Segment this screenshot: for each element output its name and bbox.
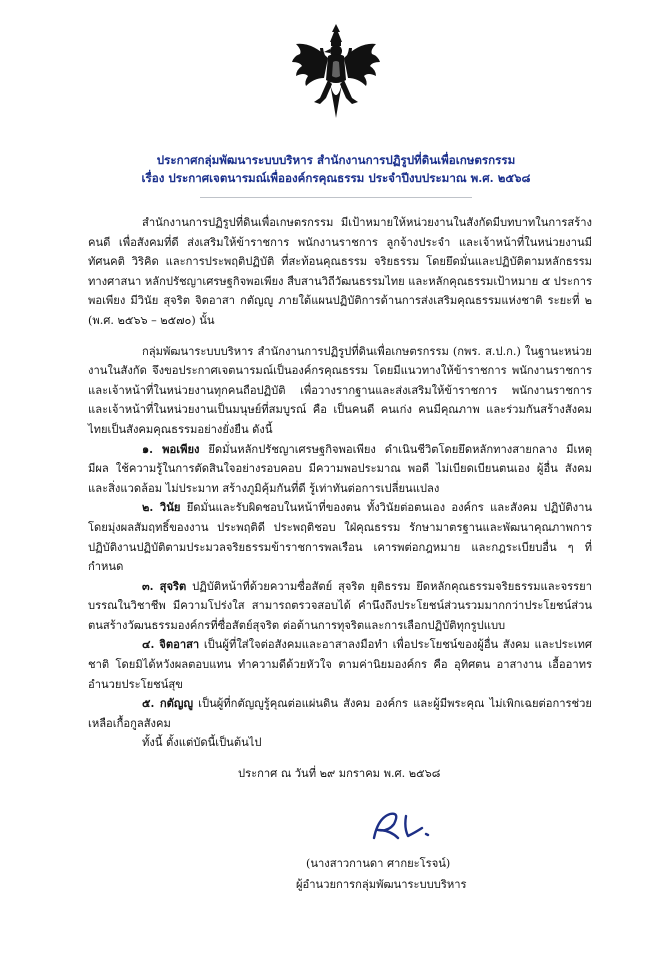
announce-date: ประกาศ ณ วันที่ ๒๙ มกราคม พ.ศ. ๒๕๖๘ xyxy=(238,767,441,781)
list-item xyxy=(88,635,592,694)
item-title: ๕. กตัญญู xyxy=(142,696,193,711)
item-text: ยึดมั่นหลักปรัชญาเศรษฐกิจพอเพียง ดำเนินชีวิตโดยยึดหลักทางสายกลาง มีเหตุ มีผล ใช้ความรู้ในการตัดสินใจอย่างรอบคอบ มีความพอประมาณ พอดี ไม่เบียดเบียนตนเอง ผู้อื่น สังคม และสิ่งแวดล้อม ไม่ประมาท สร้างภูมิคุ้มกันที่ดี รู้เท่าทันต่อการเปลี่ยนแปลง xyxy=(88,442,593,495)
item-text: เป็นผู้ที่กตัญญูรู้คุณต่อแผ่นดิน สังคม องค์กร และผู้มีพระคุณ ไม่เพิกเฉยต่อการช่วยเหลือเกื้อกูลสังคม xyxy=(88,697,592,730)
item-title: ๓. สุจริต xyxy=(142,578,187,593)
item-text: เป็นผู้ที่ใส่ใจต่อสังคมและอาสาลงมือทำ เพื่อประโยชน์ของผู้อื่น สังคม และประเทศชาติ โดยมิได้หวังผลตอบแทน ทำความดีด้วยหัวใจ ตามค่านิยมองค์กร คือ อุทิศตน อาสางาน เอื้ออาทร อำนวยประโยชน์สุข xyxy=(88,638,592,691)
list-item xyxy=(88,694,592,733)
paragraph-intro: สำนักงานการปฏิรูปที่ดินเพื่อเกษตรกรรม มีเป้าหมายให้หน่วยงานในสังกัดมีบทบาทในการสร้างคนดี เพื่อสังคมที่ดี ส่งเสริมให้ข้าราชการ พนักงานราชการ ลูกจ้างประจำ และเจ้าหน้าที่ในหน่วยงานมีทัศนคติ วิริคิด และการประพฤติปฏิบัติ ที่สะท้อนคุณธรรม จริยธรรม โดยยึดมั่นและปฏิบัติตามหลักธรรมทางศาสนา หลักปรัชญาเศรษฐกิจพอเพียง สืบสานวิถีวัฒนธรรมไทย และหลักคุณธรรมเป้าหมาย ๕ ประการ พอเพียง มีวินัย สุจริต จิตอาสา กตัญญู ภายใต้แผนปฏิบัติการด้านการส่งเสริมคุณธรรมแห่งชาติ ระยะที่ ๒ (พ.ศ. ๒๕๖๖ – ๒๕๗๐) นั้น xyxy=(88,216,592,327)
list-item xyxy=(88,440,592,499)
signer-position: ผู้อำนวยการกลุ่มพัฒนาระบบบริหาร xyxy=(296,878,467,891)
list-item xyxy=(88,498,592,576)
announcement-title: ประกาศกลุ่มพัฒนาระบบบริหาร สำนักงานการปฏิรูปที่ดินเพื่อเกษตรกรรม xyxy=(156,153,516,167)
signature xyxy=(368,808,452,844)
announcement-subject: เรื่อง ประกาศเจตนารมณ์เพื่อองค์กรคุณธรรม ประจำปีงบประมาณ พ.ศ. ๒๕๖๘ xyxy=(141,171,531,185)
item-title: ๑. พอเพียง xyxy=(142,441,200,456)
paragraph-declaration: กลุ่มพัฒนาระบบบริหาร สำนักงานการปฏิรูปที่ดินเพื่อเกษตรกรรม (กพร. ส.ป.ก.) ในฐานะหน่วยงานในสังกัด จึงขอประกาศเจตนารมณ์เป็นองค์กรคุณธรรม โดยมีแนวทางให้ข้าราชการ พนักงานราชการ และเจ้าหน้าที่ในหน่วยงานทุกคนถือปฏิบัติ เพื่อวางรากฐานและส่งเสริมให้ข้าราชการ พนักงานราชการ และเจ้าหน้าที่ในหน่วยงานเป็นมนุษย์ที่สมบูรณ์ คือ เป็นคนดี คนเก่ง คนมีคุณภาพ และร่วมกันสร้างสังคมไทยเป็นสังคมคุณธรรมอย่างยั่งยืน ดังนี้ xyxy=(88,344,592,436)
effective-statement: ทั้งนี้ ตั้งแต่บัดนี้เป็นต้นไป xyxy=(142,736,262,750)
signer-name: (นางสาวกานดา ศากยะโรจน์) xyxy=(306,857,451,870)
item-title: ๒. วินัย xyxy=(142,500,181,515)
item-text: ยึดมั่นและรับผิดชอบในหน้าที่ของตน ทั้งวินัยต่อตนเอง องค์กร และสังคม ปฏิบัติงานโดยมุ่งผลสัมฤทธิ์ของงาน ประพฤติดี ประพฤติชอบ ใฝ่คุณธรรม รักษามาตรฐานและพัฒนาคุณภาพการปฏิบัติงานปฏิบัติตามประมวลจริยธรรมข้าราชการพลเรือน เคารพต่อกฎหมาย และกฎระเบียบอื่น ๆ ที่กำหนด xyxy=(88,501,592,574)
list-item xyxy=(88,577,592,636)
garuda-emblem xyxy=(290,22,382,120)
item-text: ปฏิบัติหน้าที่ด้วยความซื่อสัตย์ สุจริต ยุติธรรม ยึดหลักคุณธรรมจริยธรรมและจรรยาบรรณในวิชาชีพ มีความโปร่งใส สามารถตรวจสอบได้ คำนึงถึงประโยชน์ส่วนรวมมากกว่าประโยชน์ส่วนตนสร้างวัฒนธรรมองค์กรที่ซื่อสัตย์สุจริต ต่อต้านการทุจริตและการเลือกปฏิบัติทุกรูปแบบ xyxy=(88,579,592,632)
item-title: ๔. จิตอาสา xyxy=(142,637,200,652)
divider xyxy=(200,197,472,198)
body-content xyxy=(88,213,592,784)
